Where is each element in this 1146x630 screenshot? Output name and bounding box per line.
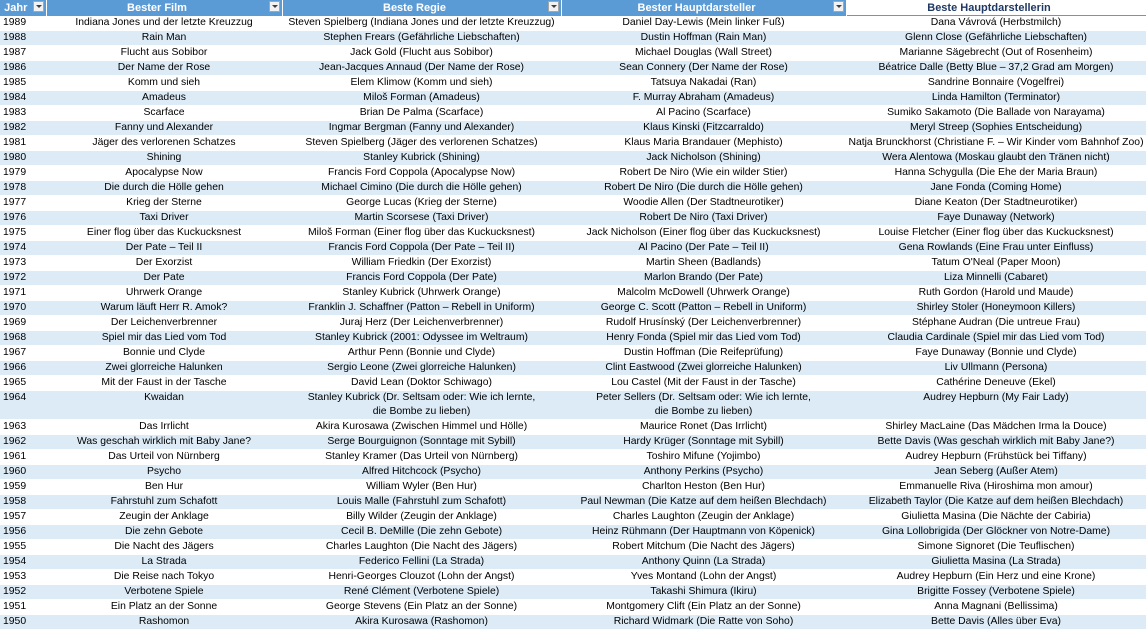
cell-film[interactable]: Der Leichenverbrenner [46, 316, 282, 331]
table-row [0, 121, 1146, 136]
filter-dropdown-icon[interactable] [548, 1, 559, 12]
table-row [0, 91, 1146, 106]
cell-film[interactable]: Der Name der Rose [46, 61, 282, 76]
cell-film[interactable]: Die zehn Gebote [46, 525, 282, 540]
table-row [0, 226, 1146, 241]
cell-darsteller[interactable] [561, 391, 846, 420]
cell-year[interactable]: 1979 [0, 166, 46, 181]
cell-regie[interactable]: Stephen Frears (Gefährliche Liebschaften) [282, 31, 561, 46]
header-darsteller[interactable] [561, 0, 846, 16]
cell-film[interactable]: Mit der Faust in der Tasche [46, 376, 282, 391]
cell-film[interactable]: Ben Hur [46, 480, 282, 495]
cell-darstellerin[interactable]: Faye Dunaway (Network) [846, 211, 1146, 226]
cell-darstellerin[interactable]: Claudia Cardinale (Spiel mir das Lied vom Tod) [846, 331, 1146, 346]
header-film[interactable] [46, 0, 282, 16]
cell-darsteller[interactable]: Sean Connery (Der Name der Rose) [561, 61, 846, 76]
cell-darstellerin[interactable]: Bette Davis (Alles über Eva) [846, 615, 1146, 630]
cell-year[interactable]: 1965 [0, 376, 46, 391]
cell-film[interactable]: Rain Man [46, 31, 282, 46]
cell-film[interactable]: Shining [46, 151, 282, 166]
cell-darstellerin[interactable]: Shirley MacLaine (Das Mädchen Irma la Douce) [846, 420, 1146, 435]
cell-regie[interactable]: Serge Bourguignon (Sonntage mit Sybill) [282, 435, 561, 450]
cell-year[interactable]: 1989 [0, 16, 46, 31]
cell-year[interactable]: 1972 [0, 271, 46, 286]
cell-year[interactable]: 1956 [0, 525, 46, 540]
cell-year[interactable]: 1975 [0, 226, 46, 241]
cell-film[interactable]: Verbotene Spiele [46, 585, 282, 600]
header-regie[interactable] [282, 0, 561, 16]
cell-darsteller[interactable]: Dustin Hoffman (Rain Man) [561, 31, 846, 46]
cell-darstellerin[interactable]: Gena Rowlands (Eine Frau unter Einfluss) [846, 241, 1146, 256]
cell-regie[interactable] [282, 391, 561, 420]
cell-darstellerin[interactable]: Anna Magnani (Bellissima) [846, 600, 1146, 615]
cell-film[interactable]: Die Reise nach Tokyo [46, 570, 282, 585]
table-row [0, 166, 1146, 181]
cell-regie[interactable]: Arthur Penn (Bonnie und Clyde) [282, 346, 561, 361]
table-row [0, 420, 1146, 435]
cell-year[interactable]: 1960 [0, 465, 46, 480]
cell-darsteller[interactable]: Clint Eastwood (Zwei glorreiche Halunken) [561, 361, 846, 376]
cell-line: die Bombe zu lieben) [654, 406, 753, 417]
table-row [0, 600, 1146, 615]
cell-film[interactable]: Taxi Driver [46, 211, 282, 226]
header-darsteller-label: Bester Hauptdarsteller [637, 1, 756, 14]
cell-regie[interactable]: Federico Fellini (La Strada) [282, 555, 561, 570]
cell-year[interactable]: 1961 [0, 450, 46, 465]
table-row [0, 286, 1146, 301]
cell-year[interactable]: 1980 [0, 151, 46, 166]
cell-darstellerin[interactable]: Faye Dunaway (Bonnie und Clyde) [846, 346, 1146, 361]
table-row [0, 555, 1146, 570]
cell-darsteller[interactable]: Richard Widmark (Die Ratte von Soho) [561, 615, 846, 630]
cell-regie[interactable]: David Lean (Doktor Schiwago) [282, 376, 561, 391]
table-row [0, 316, 1146, 331]
cell-darstellerin[interactable]: Jean Seberg (Außer Atem) [846, 465, 1146, 480]
cell-film[interactable]: Psycho [46, 465, 282, 480]
cell-line: die Bombe zu lieben) [372, 406, 471, 417]
cell-year[interactable]: 1952 [0, 585, 46, 600]
cell-year[interactable]: 1986 [0, 61, 46, 76]
header-darstellerin-label: Beste Hauptdarstellerin [927, 1, 1051, 14]
cell-darsteller[interactable]: Charles Laughton (Zeugin der Anklage) [561, 510, 846, 525]
cell-darstellerin[interactable]: Dana Vávrová (Herbstmilch) [846, 16, 1146, 31]
cell-regie[interactable]: Francis Ford Coppola (Der Pate – Teil II) [282, 241, 561, 256]
cell-darsteller[interactable]: George C. Scott (Patton – Rebell in Uniform) [561, 301, 846, 316]
filter-dropdown-icon[interactable] [33, 1, 44, 12]
table-row [0, 495, 1146, 510]
cell-darsteller[interactable]: Anthony Perkins (Psycho) [561, 465, 846, 480]
cell-darstellerin[interactable]: Elizabeth Taylor (Die Katze auf dem heißen Blechdach) [846, 495, 1146, 510]
cell-darstellerin[interactable]: Marianne Sägebrecht (Out of Rosenheim) [846, 46, 1146, 61]
cell-regie[interactable]: Stanley Kubrick (Uhrwerk Orange) [282, 286, 561, 301]
cell-film[interactable]: Ein Platz an der Sonne [46, 600, 282, 615]
header-jahr[interactable] [0, 0, 46, 16]
cell-darstellerin[interactable]: Glenn Close (Gefährliche Liebschaften) [846, 31, 1146, 46]
table-row [0, 361, 1146, 376]
cell-darstellerin[interactable]: Béatrice Dalle (Betty Blue – 37,2 Grad am Morgen) [846, 61, 1146, 76]
cell-year[interactable]: 1953 [0, 570, 46, 585]
table-row [0, 181, 1146, 196]
cell-darsteller[interactable]: Robert De Niro (Taxi Driver) [561, 211, 846, 226]
table-row [0, 540, 1146, 555]
cell-regie[interactable]: Henri-Georges Clouzot (Lohn der Angst) [282, 570, 561, 585]
cell-year[interactable]: 1950 [0, 615, 46, 630]
cell-regie[interactable]: Juraj Herz (Der Leichenverbrenner) [282, 316, 561, 331]
table-row [0, 450, 1146, 465]
table-row [0, 435, 1146, 450]
cell-regie[interactable]: Jack Gold (Flucht aus Sobibor) [282, 46, 561, 61]
cell-year[interactable]: 1981 [0, 136, 46, 151]
cell-regie[interactable]: Miloš Forman (Einer flog über das Kuckucksnest) [282, 226, 561, 241]
cell-darstellerin[interactable]: Brigitte Fossey (Verbotene Spiele) [846, 585, 1146, 600]
cell-darsteller[interactable]: Takashi Shimura (Ikiru) [561, 585, 846, 600]
cell-regie[interactable]: Stanley Kubrick (Shining) [282, 151, 561, 166]
cell-darstellerin[interactable]: Cathérine Deneuve (Ekel) [846, 376, 1146, 391]
cell-year[interactable]: 1964 [0, 391, 46, 420]
cell-film[interactable]: Warum läuft Herr R. Amok? [46, 301, 282, 316]
cell-film[interactable]: Zeugin der Anklage [46, 510, 282, 525]
cell-year[interactable]: 1962 [0, 435, 46, 450]
cell-year[interactable]: 1983 [0, 106, 46, 121]
table-row [0, 241, 1146, 256]
cell-film[interactable]: Zwei glorreiche Halunken [46, 361, 282, 376]
cell-darsteller[interactable]: Al Pacino (Der Pate – Teil II) [561, 241, 846, 256]
cell-regie[interactable]: Martin Scorsese (Taxi Driver) [282, 211, 561, 226]
table-row [0, 391, 1146, 420]
cell-regie[interactable]: Akira Kurosawa (Rashomon) [282, 615, 561, 630]
table-row [0, 615, 1146, 630]
cell-darsteller[interactable]: Charlton Heston (Ben Hur) [561, 480, 846, 495]
cell-darstellerin[interactable]: Wera Alentowa (Moskau glaubt den Tränen nicht) [846, 151, 1146, 166]
cell-darsteller[interactable]: Dustin Hoffman (Die Reifeprüfung) [561, 346, 846, 361]
cell-film[interactable]: Die durch die Hölle gehen [46, 181, 282, 196]
cell-darsteller[interactable]: Jack Nicholson (Shining) [561, 151, 846, 166]
cell-regie[interactable]: William Wyler (Ben Hur) [282, 480, 561, 495]
cell-film[interactable]: Spiel mir das Lied vom Tod [46, 331, 282, 346]
header-jahr-label: Jahr [4, 1, 28, 14]
cell-darstellerin[interactable]: Jane Fonda (Coming Home) [846, 181, 1146, 196]
cell-regie[interactable]: Charles Laughton (Die Nacht des Jägers) [282, 540, 561, 555]
cell-year[interactable]: 1988 [0, 31, 46, 46]
cell-darsteller[interactable]: Yves Montand (Lohn der Angst) [561, 570, 846, 585]
cell-regie[interactable]: Akira Kurosawa (Zwischen Himmel und Hölle) [282, 420, 561, 435]
table-row [0, 271, 1146, 286]
cell-film[interactable]: Jäger des verlorenen Schatzes [46, 136, 282, 151]
cell-film[interactable]: Einer flog über das Kuckucksnest [46, 226, 282, 241]
table-row [0, 585, 1146, 600]
cell-film[interactable]: Das Urteil von Nürnberg [46, 450, 282, 465]
cell-regie[interactable]: George Stevens (Ein Platz an der Sonne) [282, 600, 561, 615]
table-row [0, 211, 1146, 226]
cell-darstellerin[interactable]: Giulietta Masina (Die Nächte der Cabiria) [846, 510, 1146, 525]
cell-darstellerin[interactable]: Audrey Hepburn (Frühstück bei Tiffany) [846, 450, 1146, 465]
cell-darsteller[interactable]: Martin Sheen (Badlands) [561, 256, 846, 271]
cell-year[interactable]: 1954 [0, 555, 46, 570]
cell-darsteller[interactable]: Heinz Rühmann (Der Hauptmann von Köpenick) [561, 525, 846, 540]
table-row [0, 525, 1146, 540]
table-row [0, 151, 1146, 166]
cell-darstellerin[interactable]: Liza Minnelli (Cabaret) [846, 271, 1146, 286]
cell-darsteller[interactable]: Tatsuya Nakadai (Ran) [561, 76, 846, 91]
cell-darstellerin[interactable]: Audrey Hepburn (My Fair Lady) [846, 391, 1146, 420]
cell-year[interactable]: 1977 [0, 196, 46, 211]
table-row [0, 570, 1146, 585]
cell-darsteller[interactable]: Jack Nicholson (Einer flog über das Kuckucksnest) [561, 226, 846, 241]
table-row [0, 331, 1146, 346]
filter-dropdown-icon[interactable] [833, 1, 844, 12]
cell-film[interactable]: Fahrstuhl zum Schafott [46, 495, 282, 510]
header-darstellerin[interactable] [846, 0, 1146, 16]
cell-film[interactable]: Flucht aus Sobibor [46, 46, 282, 61]
cell-darsteller[interactable]: Malcolm McDowell (Uhrwerk Orange) [561, 286, 846, 301]
cell-darsteller[interactable]: F. Murray Abraham (Amadeus) [561, 91, 846, 106]
cell-film[interactable]: Scarface [46, 106, 282, 121]
cell-film[interactable]: Indiana Jones und der letzte Kreuzzug [46, 16, 282, 31]
cell-year[interactable]: 1976 [0, 211, 46, 226]
cell-film[interactable]: Komm und sieh [46, 76, 282, 91]
cell-darsteller[interactable]: Henry Fonda (Spiel mir das Lied vom Tod) [561, 331, 846, 346]
cell-year[interactable]: 1968 [0, 331, 46, 346]
cell-regie[interactable]: Steven Spielberg (Jäger des verlorenen Schatzes) [282, 136, 561, 151]
cell-year[interactable]: 1969 [0, 316, 46, 331]
cell-year[interactable]: 1978 [0, 181, 46, 196]
cell-year[interactable]: 1985 [0, 76, 46, 91]
cell-darsteller[interactable]: Toshiro Mifune (Yojimbo) [561, 450, 846, 465]
cell-regie[interactable]: Stanley Kubrick (2001: Odyssee im Weltraum) [282, 331, 561, 346]
table-row [0, 76, 1146, 91]
cell-film[interactable]: Apocalypse Now [46, 166, 282, 181]
table-row [0, 136, 1146, 151]
cell-darsteller[interactable]: Montgomery Clift (Ein Platz an der Sonne) [561, 600, 846, 615]
cell-film[interactable]: Krieg der Sterne [46, 196, 282, 211]
cell-darsteller[interactable]: Robert De Niro (Die durch die Hölle gehen) [561, 181, 846, 196]
cell-darstellerin[interactable]: Hanna Schygulla (Die Ehe der Maria Braun) [846, 166, 1146, 181]
cell-year[interactable]: 1958 [0, 495, 46, 510]
cell-regie[interactable]: Sergio Leone (Zwei glorreiche Halunken) [282, 361, 561, 376]
cell-darsteller[interactable]: Robert De Niro (Wie ein wilder Stier) [561, 166, 846, 181]
cell-year[interactable]: 1974 [0, 241, 46, 256]
cell-film[interactable]: Was geschah wirklich mit Baby Jane? [46, 435, 282, 450]
cell-year[interactable]: 1957 [0, 510, 46, 525]
cell-film[interactable]: Rashomon [46, 615, 282, 630]
cell-darsteller[interactable]: Klaus Kinski (Fitzcarraldo) [561, 121, 846, 136]
cell-regie[interactable]: Louis Malle (Fahrstuhl zum Schafott) [282, 495, 561, 510]
cell-regie[interactable]: Ingmar Bergman (Fanny und Alexander) [282, 121, 561, 136]
cell-year[interactable]: 1982 [0, 121, 46, 136]
table-row [0, 256, 1146, 271]
cell-regie[interactable]: Francis Ford Coppola (Apocalypse Now) [282, 166, 561, 181]
cell-year[interactable]: 1959 [0, 480, 46, 495]
cell-darstellerin[interactable]: Liv Ullmann (Persona) [846, 361, 1146, 376]
cell-darsteller[interactable]: Paul Newman (Die Katze auf dem heißen Blechdach) [561, 495, 846, 510]
cell-film[interactable]: Amadeus [46, 91, 282, 106]
cell-line: Peter Sellers (Dr. Seltsam oder: Wie ich lernte, [596, 392, 811, 403]
cell-year[interactable]: 1951 [0, 600, 46, 615]
cell-regie[interactable]: Miloš Forman (Amadeus) [282, 91, 561, 106]
cell-darsteller[interactable]: Anthony Quinn (La Strada) [561, 555, 846, 570]
table-row [0, 510, 1146, 525]
cell-film[interactable]: Bonnie und Clyde [46, 346, 282, 361]
cell-film[interactable]: Uhrwerk Orange [46, 286, 282, 301]
cell-film[interactable]: Der Exorzist [46, 256, 282, 271]
cell-regie[interactable]: Alfred Hitchcock (Psycho) [282, 465, 561, 480]
cell-darsteller[interactable]: Woodie Allen (Der Stadtneurotiker) [561, 196, 846, 211]
cell-darstellerin[interactable]: Tatum O'Neal (Paper Moon) [846, 256, 1146, 271]
table-row [0, 196, 1146, 211]
table-row [0, 31, 1146, 46]
cell-darsteller[interactable]: Al Pacino (Scarface) [561, 106, 846, 121]
header-regie-label: Beste Regie [383, 1, 446, 14]
cell-regie[interactable]: Cecil B. DeMille (Die zehn Gebote) [282, 525, 561, 540]
cell-darstellerin[interactable]: Ruth Gordon (Harold und Maude) [846, 286, 1146, 301]
cell-darstellerin[interactable]: Audrey Hepburn (Ein Herz und eine Krone) [846, 570, 1146, 585]
cell-regie[interactable]: Jean-Jacques Annaud (Der Name der Rose) [282, 61, 561, 76]
cell-darsteller[interactable]: Michael Douglas (Wall Street) [561, 46, 846, 61]
cell-film[interactable]: Das Irrlicht [46, 420, 282, 435]
cell-film[interactable]: Der Pate [46, 271, 282, 286]
cell-darstellerin[interactable]: Meryl Streep (Sophies Entscheidung) [846, 121, 1146, 136]
cell-darstellerin[interactable]: Louise Fletcher (Einer flog über das Kuckucksnest) [846, 226, 1146, 241]
table-row [0, 465, 1146, 480]
cell-darsteller[interactable]: Daniel Day-Lewis (Mein linker Fuß) [561, 16, 846, 31]
cell-regie[interactable]: Michael Cimino (Die durch die Hölle gehen) [282, 181, 561, 196]
cell-regie[interactable]: William Friedkin (Der Exorzist) [282, 256, 561, 271]
cell-darstellerin[interactable]: Natja Brunckhorst (Christiane F. – Wir Kinder vom Bahnhof Zoo) [846, 136, 1146, 151]
cell-regie[interactable]: Brian De Palma (Scarface) [282, 106, 561, 121]
table-row [0, 106, 1146, 121]
cell-year[interactable]: 1970 [0, 301, 46, 316]
cell-film[interactable]: La Strada [46, 555, 282, 570]
cell-year[interactable]: 1967 [0, 346, 46, 361]
cell-year[interactable]: 1955 [0, 540, 46, 555]
cell-darsteller[interactable]: Lou Castel (Mit der Faust in der Tasche) [561, 376, 846, 391]
cell-regie[interactable]: René Clément (Verbotene Spiele) [282, 585, 561, 600]
table-row [0, 480, 1146, 495]
cell-regie[interactable]: George Lucas (Krieg der Sterne) [282, 196, 561, 211]
cell-darstellerin[interactable]: Gina Lollobrigida (Der Glöckner von Notre-Dame) [846, 525, 1146, 540]
cell-darstellerin[interactable]: Linda Hamilton (Terminator) [846, 91, 1146, 106]
cell-darstellerin[interactable]: Simone Signoret (Die Teuflischen) [846, 540, 1146, 555]
cell-year[interactable]: 1973 [0, 256, 46, 271]
cell-line: Stanley Kubrick (Dr. Seltsam oder: Wie ich lernte, [307, 392, 536, 403]
cell-year[interactable]: 1984 [0, 91, 46, 106]
cell-darstellerin[interactable]: Diane Keaton (Der Stadtneurotiker) [846, 196, 1146, 211]
cell-year[interactable]: 1963 [0, 420, 46, 435]
cell-film[interactable]: Der Pate – Teil II [46, 241, 282, 256]
table-row [0, 46, 1146, 61]
cell-darstellerin[interactable]: Emmanuelle Riva (Hiroshima mon amour) [846, 480, 1146, 495]
cell-darstellerin[interactable]: Shirley Stoler (Honeymoon Killers) [846, 301, 1146, 316]
cell-regie[interactable]: Stanley Kramer (Das Urteil von Nürnberg) [282, 450, 561, 465]
cell-regie[interactable]: Francis Ford Coppola (Der Pate) [282, 271, 561, 286]
cell-regie[interactable]: Elem Klimow (Komm und sieh) [282, 76, 561, 91]
cell-darstellerin[interactable]: Giulietta Masina (La Strada) [846, 555, 1146, 570]
table-body [0, 16, 1146, 630]
cell-year[interactable]: 1971 [0, 286, 46, 301]
header-row [0, 0, 1146, 16]
table-row [0, 376, 1146, 391]
cell-year[interactable]: 1987 [0, 46, 46, 61]
cell-film[interactable]: Die Nacht des Jägers [46, 540, 282, 555]
cell-darsteller[interactable]: Marlon Brando (Der Pate) [561, 271, 846, 286]
cell-darsteller[interactable]: Robert Mitchum (Die Nacht des Jägers) [561, 540, 846, 555]
table-row [0, 301, 1146, 316]
cell-darsteller[interactable]: Hardy Krüger (Sonntage mit Sybill) [561, 435, 846, 450]
cell-darstellerin[interactable]: Bette Davis (Was geschah wirklich mit Baby Jane?) [846, 435, 1146, 450]
cell-year[interactable]: 1966 [0, 361, 46, 376]
cell-darsteller[interactable]: Rudolf Hrusínský (Der Leichenverbrenner) [561, 316, 846, 331]
cell-darstellerin[interactable]: Sumiko Sakamoto (Die Ballade von Narayama) [846, 106, 1146, 121]
cell-film[interactable]: Fanny und Alexander [46, 121, 282, 136]
table-row [0, 16, 1146, 31]
table-row [0, 61, 1146, 76]
cell-darstellerin[interactable]: Sandrine Bonnaire (Vogelfrei) [846, 76, 1146, 91]
cell-darsteller[interactable]: Maurice Ronet (Das Irrlicht) [561, 420, 846, 435]
cell-darstellerin[interactable]: Stéphane Audran (Die untreue Frau) [846, 316, 1146, 331]
cell-regie[interactable]: Franklin J. Schaffner (Patton – Rebell in Uniform) [282, 301, 561, 316]
filter-dropdown-icon[interactable] [269, 1, 280, 12]
cell-regie[interactable]: Steven Spielberg (Indiana Jones und der letzte Kreuzzug) [282, 16, 561, 31]
cell-regie[interactable]: Billy Wilder (Zeugin der Anklage) [282, 510, 561, 525]
header-film-label: Bester Film [127, 1, 187, 14]
table-row [0, 346, 1146, 361]
cell-film[interactable]: Kwaidan [46, 391, 282, 420]
cell-darsteller[interactable]: Klaus Maria Brandauer (Mephisto) [561, 136, 846, 151]
